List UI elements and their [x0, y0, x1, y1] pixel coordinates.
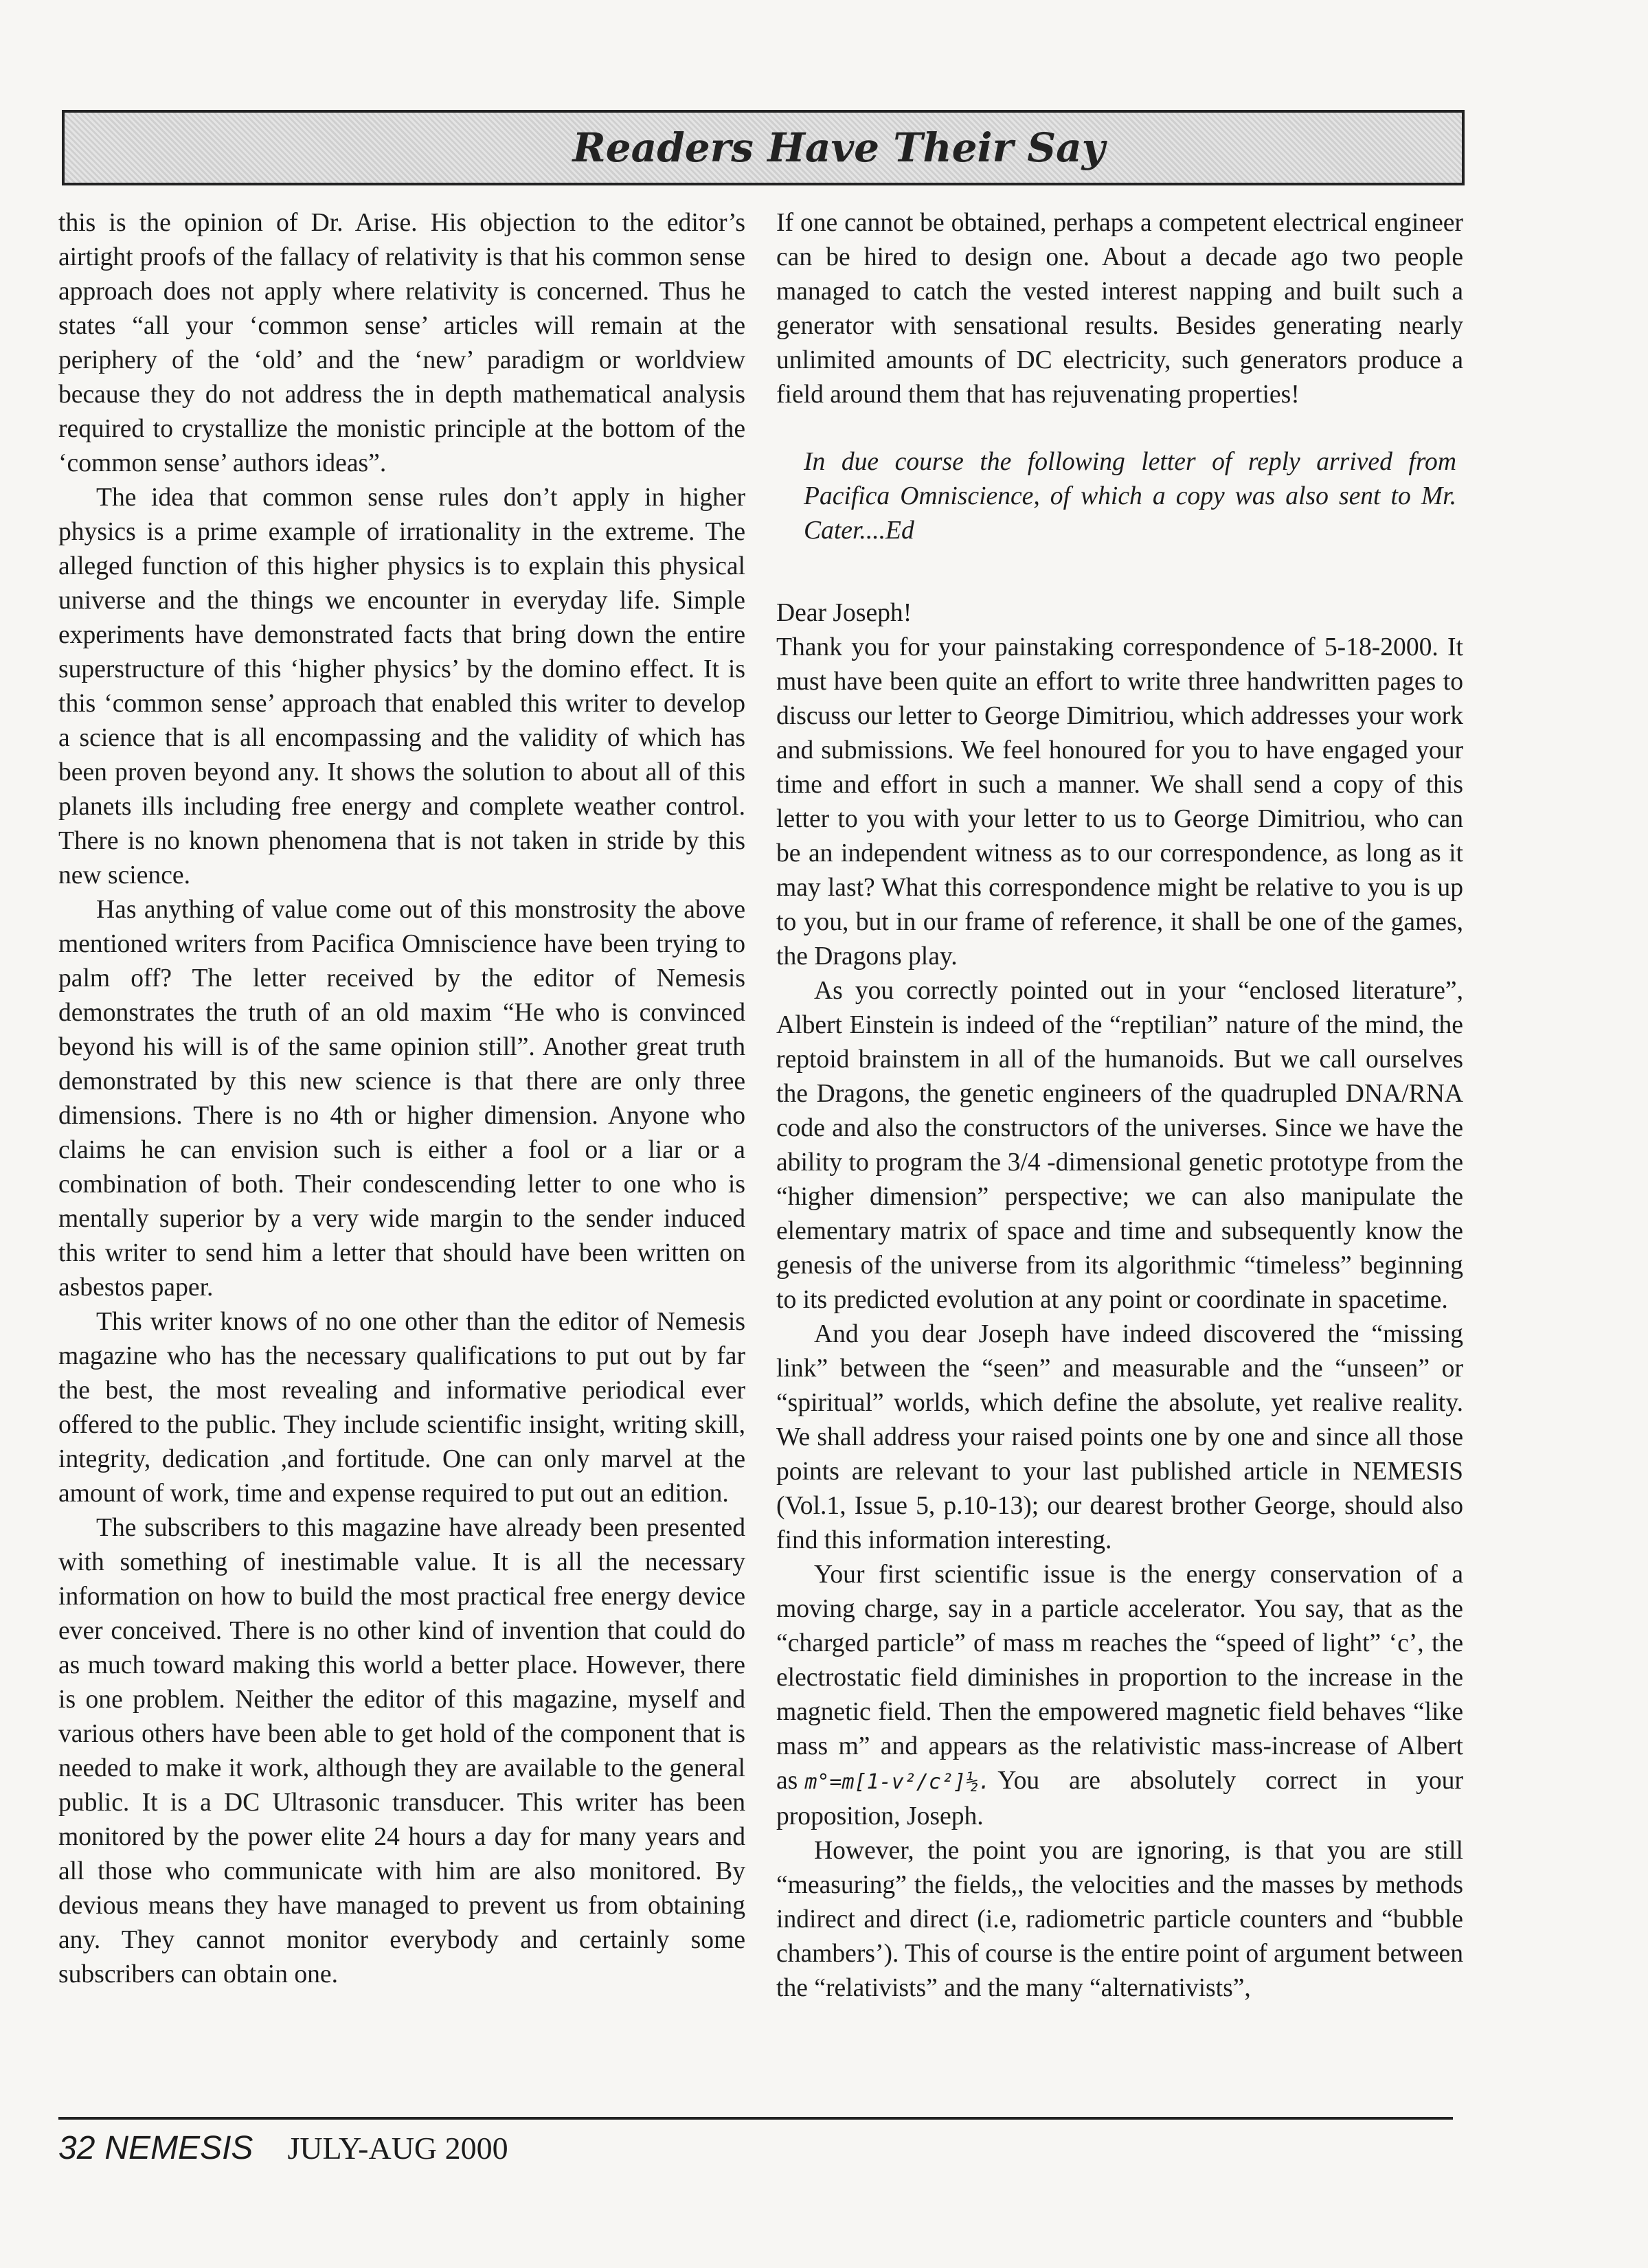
footer-rule: [58, 2117, 1453, 2120]
mass-formula: m°=m[1-v²/c²]½.: [804, 1770, 991, 1794]
paragraph-text: Your first scientific issue is the energy conservation of a moving charge, say in a particle accelerator. You say, that as the “charged particle” of mass m reaches the “speed of light” ‘c’, the electrostatic field diminishes in proportion to the increase in the magnetic field. Then the empowered magnetic field behaves “like mass m” and appears as the relativistic mass-increase of Albert as: [776, 1561, 1463, 1795]
paragraph: The subscribers to this magazine have already been presented with something of inestimable value. It is all the necessary information on how to build the most practical free energy device ever conceived. There is no other kind of invention that could do as much toward making this world a better place. However, there is one problem. Neither the editor of this magazine, myself and various others have been able to get hold of the component that is needed to make it work, although they are available to the general public. It is a DC Ultrasonic transducer. This writer has been monitored by the power elite 24 hours a day for many years and all those who communicate with him are also monitored. By devious means they have managed to prevent us from obtaining any. They cannot monitor everybody and certainly some subscribers can obtain one.: [58, 1514, 745, 1988]
paragraph: However, the point you are ignoring, is that you are still “measuring” the fields,, the velocities and the masses by methods indirect and direct (i.e, radiometric particle counters and “bubble chambers’). This of course is the entire point of argument between the “relativists” and the many “alternativists”,: [776, 1837, 1463, 2002]
paragraph: Has anything of value come out of this monstrosity the above mentioned writers from Pacifica Omniscience have been trying to palm off? The letter received by the editor of Nemesis demonstrates the truth of an old maxim “He who is convinced beyond his will is of the same opinion still”. Another great truth demonstrated by this new science is that there are only three dimensions. There is no 4th or higher dimension. Anyone who claims he can envision such is either a fool or a liar or a combination of both. Their condescending letter to one who is mentally superior by a very wide margin to the sender induced this writer to send him a letter that should have been written on asbestos paper.: [58, 896, 745, 1302]
paragraph: If one cannot be obtained, perhaps a competent electrical engineer can be hired to design one. About a decade ago two people managed to catch the vested interest napping and built such a generator with sensational results. Besides generating nearly unlimited amounts of DC electricity, such generators produce a field around them that has rejuvenating properties!: [776, 209, 1463, 409]
issue-date: JULY-AUG 2000: [287, 2131, 508, 2166]
paragraph: [776, 1558, 1463, 1834]
right-column: [776, 206, 1463, 2006]
page-number: 32: [58, 2130, 95, 2166]
magazine-name: NEMESIS: [104, 2130, 253, 2166]
paragraph: Thank you for your painstaking correspondence of 5-18-2000. It must have been quite an effort to write three handwritten pages to discuss our letter to George Dimitriou, which addresses your work and submissions. We feel honoured for you to have engaged your time and effort in such a manner. We shall send a copy of this letter to you with your letter to us to George Dimitriou, who can be an independent witness as to our correspondence, as long as it may last? What this correspondence might be relative to you is up to you, but in our frame of reference, it shall be one of the games, the Dragons play.: [776, 633, 1463, 971]
salutation: Dear Joseph!: [776, 599, 912, 627]
page-footer: [58, 2129, 508, 2167]
paragraph: And you dear Joseph have indeed discovered the “missing link” between the “seen” and measurable and the “unseen” or “spiritual” worlds, which define the absolute, yet realive reality. We shall address your raised points one by one and since all those points are relevant to your last published article in NEMESIS (Vol.1, Issue 5, p.10-13); our dearest brother George, should also find this information interesting.: [776, 1320, 1463, 1554]
editor-note: In due course the following letter of reply arrived from Pacifica Omniscience, of which a copy was also sent to Mr. Cater....Ed: [804, 448, 1456, 545]
paragraph-text: You are absolutely correct in your proposition, Joseph.: [776, 1767, 1463, 1830]
section-title: Readers Have Their Say: [572, 124, 1105, 171]
paragraph: this is the opinion of Dr. Arise. His objection to the editor’s airtight proofs of the fallacy of relativity is that his common sense approach does not apply where relativity is concerned. Thus he states “all your ‘common sense’ articles will remain at the periphery of the ‘old’ and the ‘new’ paradigm or worldview because they do not address the in depth mathematical analysis required to crystallize the monistic principle at the bottom of the ‘common sense’ authors ideas”.: [58, 209, 745, 477]
paragraph: As you correctly pointed out in your “enclosed literature”, Albert Einstein is indeed of the “reptilian” nature of the mind, the reptoid brainstem in all of the humanoids. But we call ourselves the Dragons, the genetic engineers of the quadrupled DNA/RNA code and also the constructors of the universes. Since we have the ability to program the 3/4 -dimensional genetic prototype from the “higher dimension” perspective; we can also manipulate the elementary matrix of space and time and subsequently know the genesis of the universe from its algorithmic “timeless” beginning to its predicted evolution at any point or coordinate in spacetime.: [776, 977, 1463, 1314]
left-column: [58, 206, 745, 1992]
paragraph: This writer knows of no one other than the editor of Nemesis magazine who has the necessary qualifications to put out by far the best, the most revealing and informative periodical ever offered to the public. They include scientific insight, writing skill, integrity, dedication ,and fortitude. One can only marvel at the amount of work, time and expense required to put out an edition.: [58, 1308, 745, 1508]
paragraph: The idea that common sense rules don’t apply in higher physics is a prime example of irrationality in the extreme. The alleged function of this higher physics is to explain this physical universe and the things we encounter in everyday life. Simple experiments have demonstrated facts that bring down the entire superstructure of this ‘higher physics’ by the domino effect. It is this ‘common sense’ approach that enabled this writer to develop a science that is all encompassing and the validity of which has been proven beyond any. It shows the solution to about all of this planets ills including free energy and complete weather control. There is no known phenomena that is not taken in stride by this new science.: [58, 484, 745, 889]
section-banner: [62, 110, 1465, 185]
